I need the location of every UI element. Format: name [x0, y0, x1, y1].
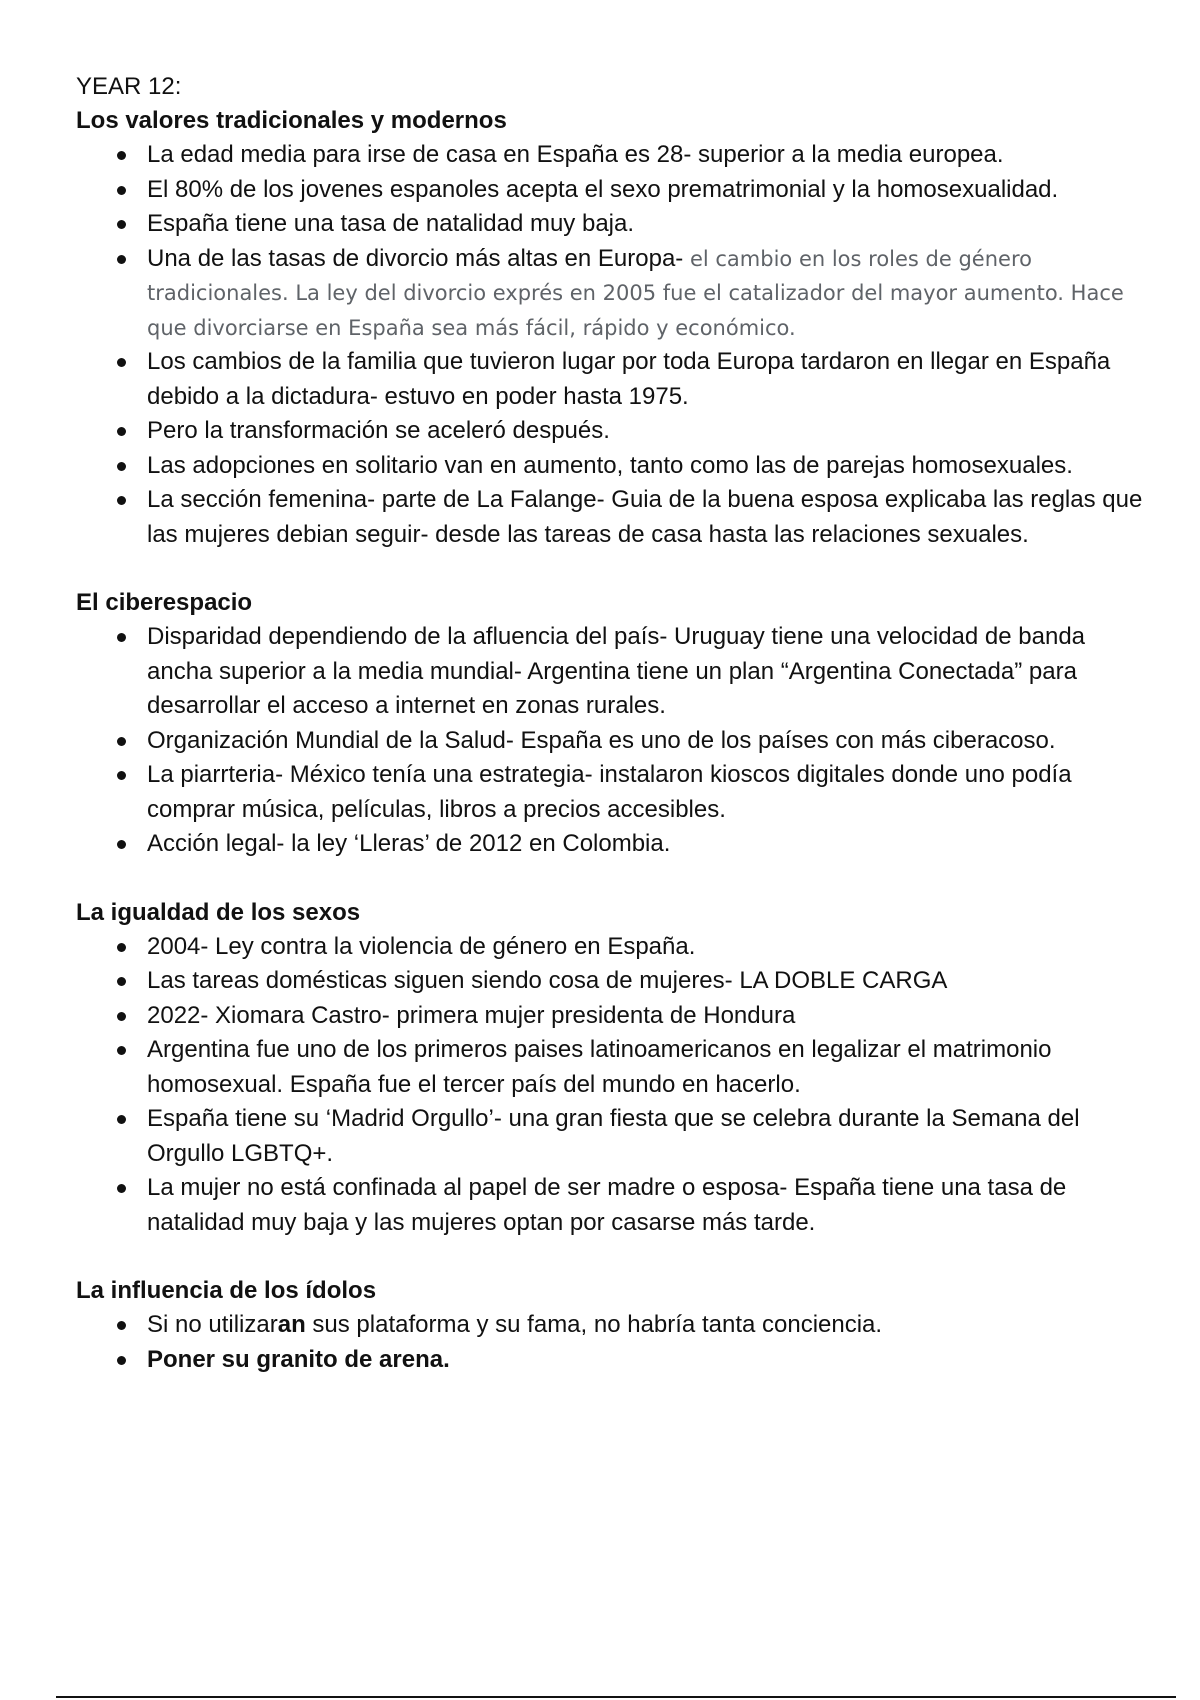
list-item	[76, 620, 1156, 724]
bullet-list	[76, 620, 1156, 862]
list-item-text: Organización Mundial de la Salud- España es uno de los países con más ciberacoso.	[147, 726, 1056, 754]
section-heading: La influencia de los ídolos	[76, 1277, 377, 1304]
list-item	[76, 414, 1156, 449]
list-item-text: Las tareas domésticas siguen siendo cosa de mujeres- LA DOBLE CARGA	[147, 967, 948, 994]
list-item	[76, 930, 1156, 965]
section-heading: El ciberespacio	[76, 589, 253, 616]
list-item	[76, 1171, 1156, 1240]
list-item-text: sus plataforma y su fama, no habría tanta conciencia.	[305, 1311, 883, 1338]
list-item-text: Disparidad dependiendo de la afluencia del país- Uruguay tiene una velocidad de banda ancha superior a la media mundial- Argentina tiene un plan “Argentina Conectada” para desarrollar el acceso a internet en zonas rurales.	[147, 623, 1086, 719]
list-item	[76, 1102, 1156, 1171]
section-ciberespacio	[76, 586, 1156, 862]
list-item	[76, 242, 1156, 346]
list-item-text: Si no utilizar	[147, 1311, 278, 1338]
list-item	[76, 758, 1156, 827]
list-item	[76, 724, 1156, 759]
list-item-text: Los cambios de la familia que tuvieron lugar por toda Europa tardaron en llegar en España debido a la dictadura- estuvo en poder hasta 1975.	[147, 348, 1111, 410]
list-item	[76, 1343, 1156, 1378]
list-item-text: Una de las tasas de divorcio más altas en Europa-	[147, 244, 690, 272]
page-bottom-rule	[56, 1696, 1176, 1698]
list-item	[76, 449, 1156, 484]
list-item	[76, 345, 1156, 414]
list-item	[76, 173, 1156, 208]
list-item	[76, 483, 1156, 552]
list-item-bold-text: Poner su granito de arena.	[147, 1345, 450, 1373]
list-item-text: España tiene una tasa de natalidad muy baja.	[147, 210, 635, 237]
list-item-muted-text: el cambio en los roles de género tradicionales. La ley del divorcio exprés en 2005 fue el catalizador del mayor aumento. Hace que divorciarse en España sea más fácil, rápido y económico.	[147, 246, 1124, 340]
list-item-text: Pero la transformación se aceleró después.	[147, 417, 610, 444]
bullet-list	[76, 1308, 1156, 1377]
list-item	[76, 1308, 1156, 1343]
document-page	[76, 70, 1156, 1377]
list-item	[76, 827, 1156, 862]
list-item-text: La sección femenina- parte de La Falange- Guia de la buena esposa explicaba las reglas que las mujeres debian seguir- desde las tareas de casa hasta las relaciones sexuales.	[147, 486, 1143, 548]
list-item	[76, 964, 1156, 999]
list-item	[76, 207, 1156, 242]
list-item-text: La piarrteria- México tenía una estrategia- instalaron kioscos digitales donde uno podía comprar música, películas, libros a precios accesibles.	[147, 761, 1072, 823]
list-item	[76, 1033, 1156, 1102]
list-item-text: Acción legal- la ley ‘Lleras’ de 2012 en Colombia.	[147, 830, 671, 857]
list-item-text: 2022- Xiomara Castro- primera mujer presidenta de Hondura	[147, 1001, 796, 1029]
document-title: YEAR 12:	[76, 73, 182, 100]
section-heading: La igualdad de los sexos	[76, 898, 361, 926]
bullet-list	[76, 930, 1156, 1241]
list-item-text: España tiene su ‘Madrid Orgullo’- una gran fiesta que se celebra durante la Semana del Orgullo LGBTQ+.	[147, 1105, 1080, 1167]
list-item-text: La mujer no está confinada al papel de ser madre o esposa- España tiene una tasa de natalidad muy baja y las mujeres optan por casarse más tarde.	[147, 1174, 1067, 1236]
section-igualdad	[76, 896, 1156, 1241]
bullet-list	[76, 138, 1156, 552]
list-item	[76, 999, 1156, 1034]
list-item-text: Las adopciones en solitario van en aumento, tanto como las de parejas homosexuales.	[147, 451, 1073, 479]
list-item-text: Argentina fue uno de los primeros paises latinoamericanos en legalizar el matrimonio homosexual. España fue el tercer país del mundo en hacerlo.	[147, 1036, 1052, 1098]
list-item-text: 2004- Ley contra la violencia de género en España.	[147, 932, 696, 960]
section-idolos	[76, 1274, 1156, 1377]
section-heading: Los valores tradicionales y modernos	[76, 107, 507, 134]
list-item-bold-text: an	[277, 1311, 306, 1338]
list-item-text: El 80% de los jovenes espanoles acepta el sexo prematrimonial y la homosexualidad.	[147, 175, 1059, 203]
list-item-text: La edad media para irse de casa en España es 28- superior a la media europea.	[147, 141, 1004, 168]
list-item	[76, 138, 1156, 173]
section-valores	[76, 104, 1156, 552]
